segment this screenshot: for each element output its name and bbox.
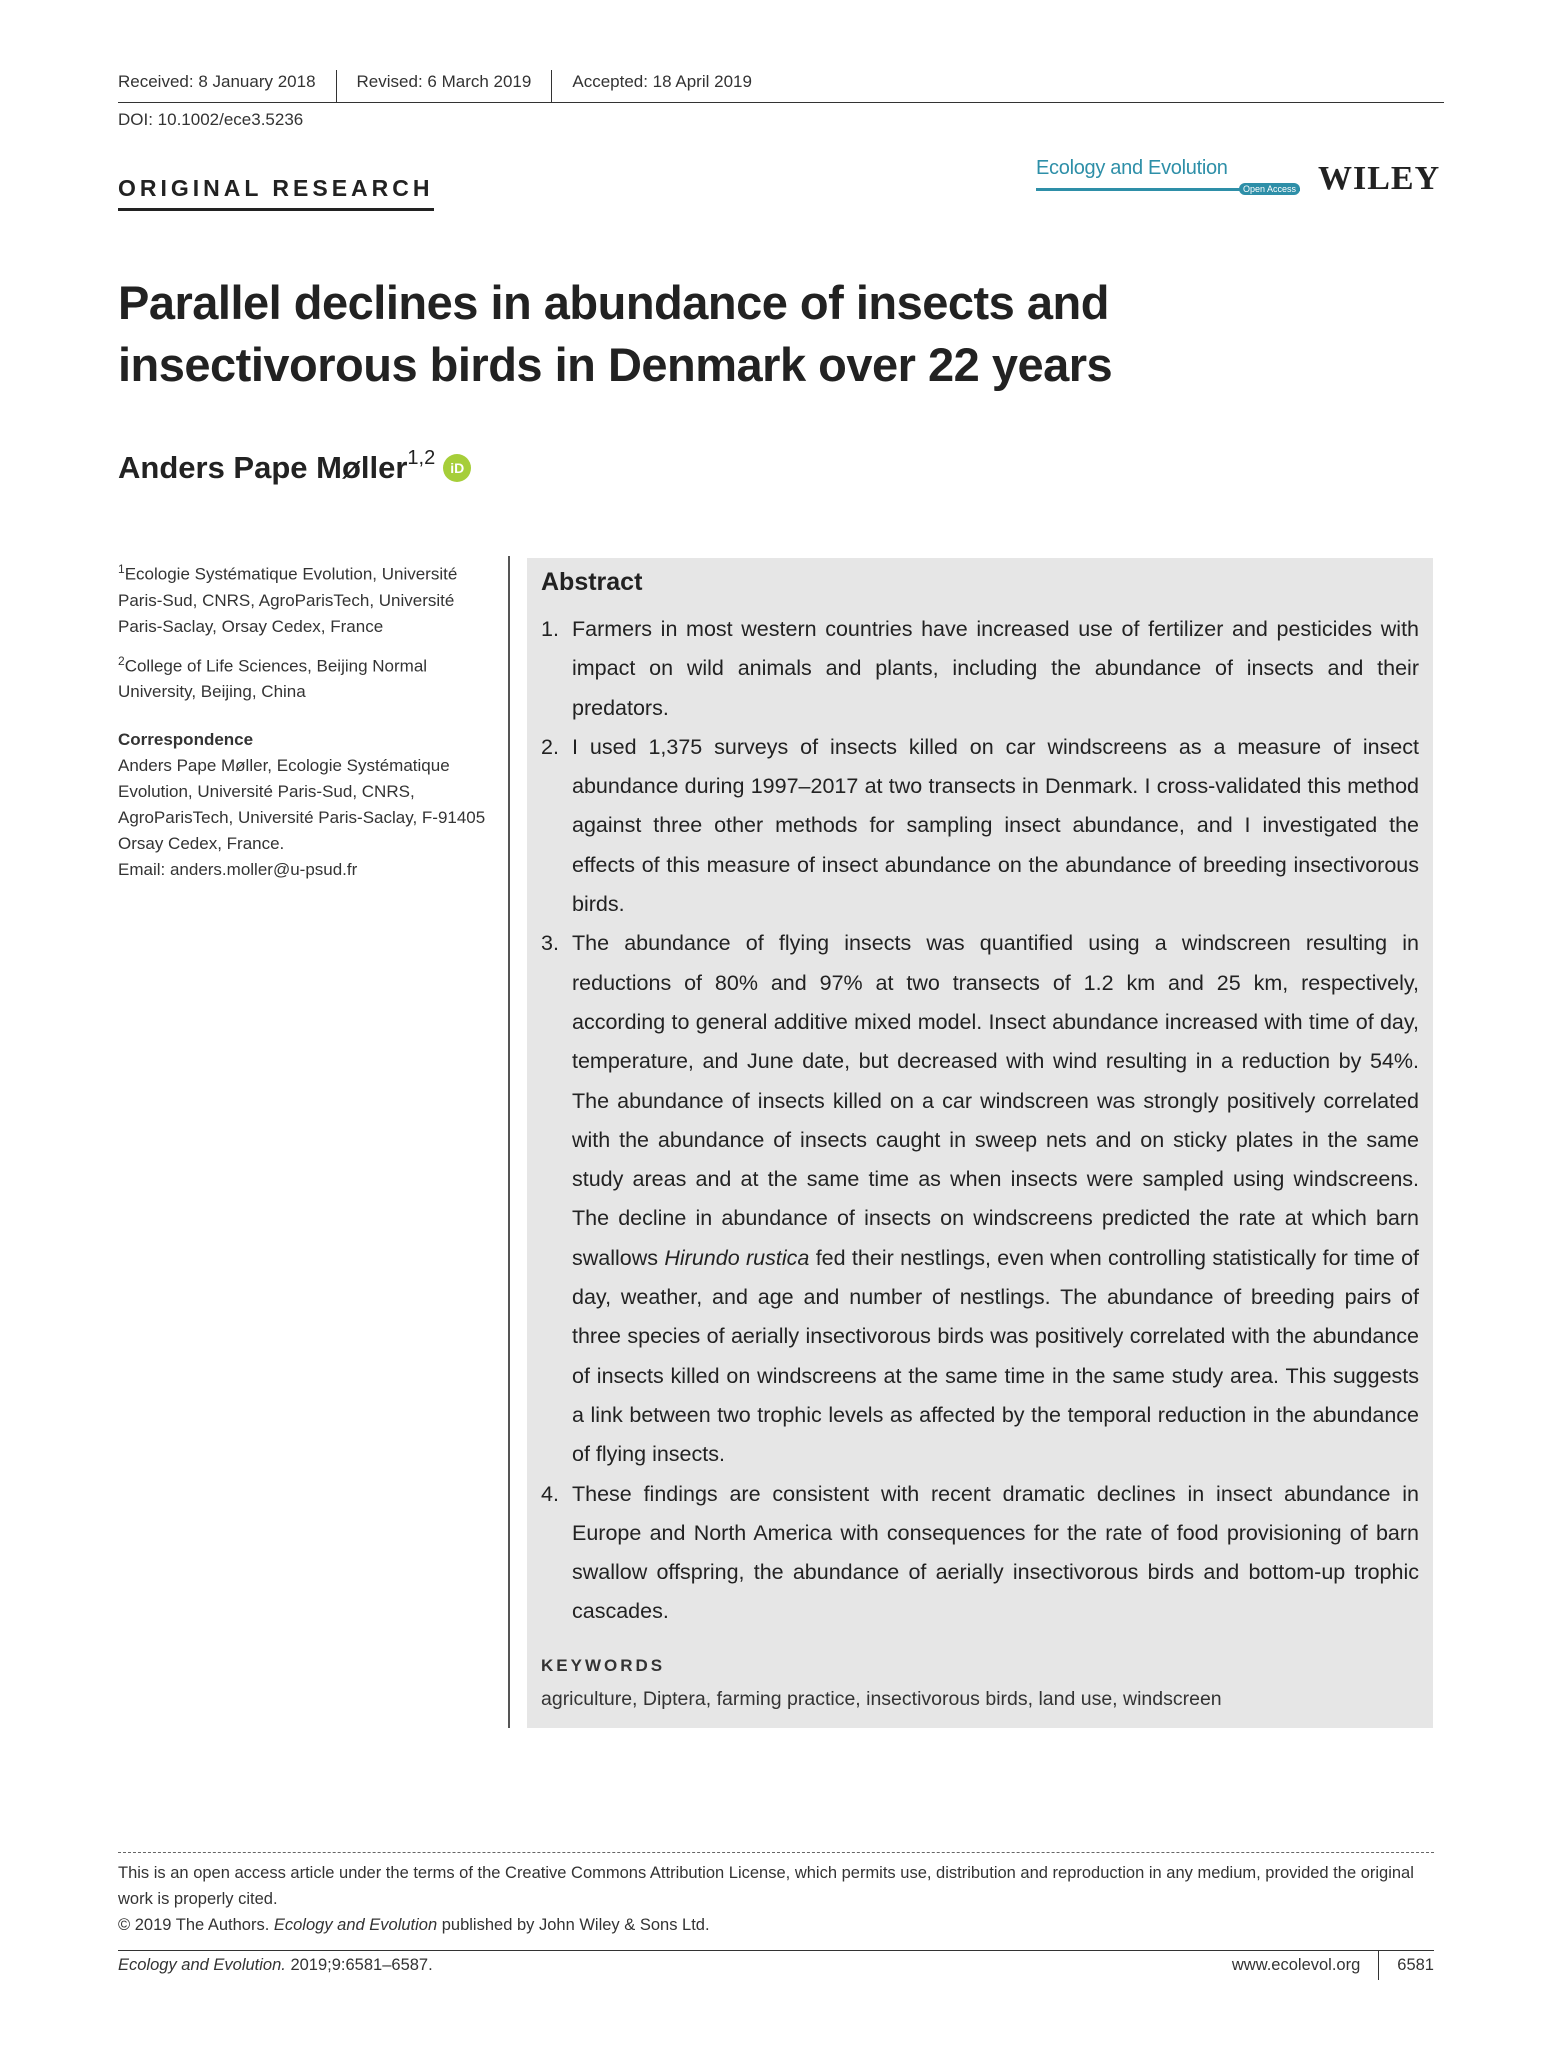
journal-logo-text: Ecology and Evolution bbox=[1036, 157, 1228, 179]
author-line bbox=[118, 446, 471, 486]
affiliation-sup: 1 bbox=[118, 562, 125, 576]
correspondence-address: Anders Pape Møller, Ecologie Systématique Evolution, Université Paris-Sud, CNRS, AgroParisTech, Université Paris-Saclay, F-91405 Orsay Cedex, France. bbox=[118, 756, 486, 854]
journal-logo bbox=[1036, 157, 1300, 194]
column-divider bbox=[508, 556, 510, 1728]
affiliation-2 bbox=[118, 648, 498, 706]
copyright-journal: Ecology and Evolution bbox=[273, 1916, 438, 1934]
abstract-item-number: 4. bbox=[541, 1481, 559, 1506]
affiliation-text: Ecologie Systématique Evolution, Université Paris-Sud, CNRS, AgroParisTech, Université Paris-Saclay, Orsay Cedex, France bbox=[118, 564, 458, 636]
species-name: Hirundo rustica bbox=[664, 1245, 810, 1270]
citation-journal: Ecology and Evolution. bbox=[118, 1956, 286, 1974]
revised-date: Revised: 6 March 2019 bbox=[357, 70, 553, 102]
keywords-list: agriculture, Diptera, farming practice, insectivorous birds, land use, windscreen bbox=[541, 1688, 1222, 1710]
publisher-logo: WILEY bbox=[1318, 160, 1441, 197]
citation-details: 2019;9:6581–6587. bbox=[285, 1956, 433, 1974]
license-note bbox=[118, 1860, 1434, 1938]
affiliation-1 bbox=[118, 556, 498, 640]
abstract-box bbox=[527, 558, 1433, 1728]
copyright-prefix: © 2019 The Authors. bbox=[118, 1916, 274, 1934]
abstract-item-text: The abundance of flying insects was quantified using a windscreen resulting in reductions of 80% and 97% at two transects of 1.2 km and 25 km, respectively, according to general additive mixed model. Insect abundance increased with time of day, temperature, and June date, but decreased with wind resulting in a reduction by 54%. The abundance of insects killed on a car windscreen was strongly positively correlated with the abundance of insects caught in sweep nets and on sticky plates in the same study areas and at the same time as when insects were sampled using windscreens. The decline in abundance of insects on windscreens predicted the rate at which barn swallows bbox=[572, 931, 1419, 1270]
footer-right bbox=[1232, 1950, 1434, 1980]
section-label: ORIGINAL RESEARCH bbox=[118, 175, 434, 211]
abstract-item-number: 1. bbox=[541, 617, 559, 641]
abstract-item-number: 2. bbox=[541, 734, 559, 759]
abstract-item-text: These findings are consistent with recent dramatic declines in insect abundance in Europe and North America with consequences for the rate of food provisioning of barn swallow offspring, the abundance of aerially insectivorous birds and bottom-up trophic cascades. bbox=[572, 1481, 1419, 1624]
abstract-item bbox=[541, 728, 1419, 924]
abstract-item bbox=[541, 924, 1419, 1474]
affiliation-sup: 2 bbox=[118, 653, 125, 668]
copyright-line bbox=[118, 1912, 1434, 1938]
abstract-item-text: fed their nestlings, even when controlling statistically for time of day, weather, and age and number of nestlings. The abundance of breeding pairs of three species of aerially insectivorous birds was positively correlated with the abundance of insects killed on windscreens at the same time in the same study area. This suggests a link between two trophic levels as affected by the temporal reduction in the abundance of flying insects. bbox=[572, 1245, 1419, 1467]
footnote-divider bbox=[118, 1852, 1434, 1853]
correspondence-email[interactable]: Email: anders.moller@u-psud.fr bbox=[118, 860, 358, 880]
doi[interactable]: DOI: 10.1002/ece3.5236 bbox=[118, 110, 304, 129]
copyright-suffix: published by John Wiley & Sons Ltd. bbox=[437, 1916, 710, 1934]
abstract-heading: Abstract bbox=[541, 568, 643, 596]
affiliations-column bbox=[118, 556, 498, 883]
open-access-badge: Open Access bbox=[1239, 183, 1300, 195]
abstract-item-number: 3. bbox=[541, 931, 559, 956]
journal-logo-bar bbox=[1036, 184, 1300, 194]
page-number: 6581 bbox=[1397, 1956, 1434, 1974]
abstract-item bbox=[541, 610, 1419, 728]
journal-url[interactable]: www.ecolevol.org bbox=[1232, 1950, 1379, 1980]
citation bbox=[118, 1956, 433, 1975]
abstract-item bbox=[541, 1475, 1419, 1632]
received-date: Received: 8 January 2018 bbox=[118, 70, 337, 102]
accepted-date: Accepted: 18 April 2019 bbox=[572, 72, 752, 91]
keywords-heading: KEYWORDS bbox=[541, 1656, 666, 1675]
author-name[interactable]: Anders Pape Møller bbox=[118, 450, 408, 485]
abstract-list bbox=[541, 610, 1419, 1632]
article-title: Parallel declines in abundance of insects and insectivorous birds in Denmark over 22 years bbox=[118, 276, 1113, 391]
author-affiliation-sup: 1,2 bbox=[407, 446, 436, 469]
abstract-item-text: Farmers in most western countries have increased use of fertilizer and pesticides with impact on wild animals and plants, including the abundance of insects and their predators. bbox=[572, 617, 1419, 720]
correspondence-heading: Correspondence bbox=[118, 730, 254, 750]
license-text: This is an open access article under the terms of the Creative Commons Attribution License, which permits use, distribution and reproduction in any medium, provided the original work is properly cited. bbox=[118, 1864, 1414, 1908]
article-dates bbox=[118, 70, 1444, 103]
affiliation-text: College of Life Sciences, Beijing Normal University, Beijing, China bbox=[118, 656, 428, 702]
orcid-icon[interactable]: iD bbox=[443, 454, 471, 482]
abstract-item-text: I used 1,375 surveys of insects killed on car windscreens as a measure of insect abundance during 1997–2017 at two transects in Denmark. I cross-validated this method against three other methods for sampling insect abundance, and I investigated the effects of this measure of insect abundance on the abundance of breeding insectivorous birds. bbox=[572, 734, 1419, 917]
